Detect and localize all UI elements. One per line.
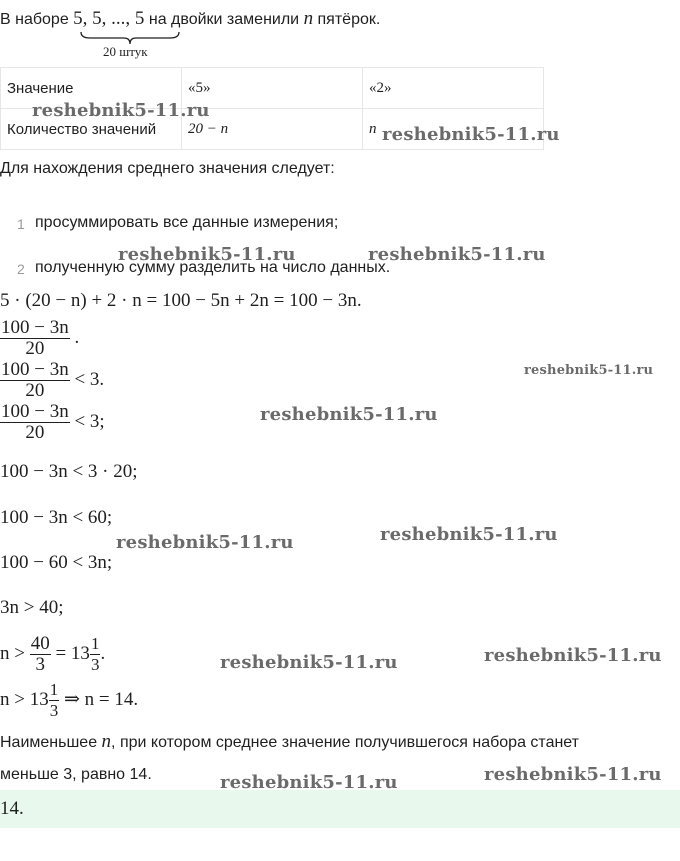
math-line-8 (0, 634, 105, 675)
watermark: reshebnik5-11.ru (32, 100, 210, 121)
frac-den: 20 (25, 338, 45, 359)
conclusion-line-1 (0, 731, 579, 753)
watermark: reshebnik5-11.ru (116, 532, 294, 553)
frac-num: 100 − 3n (1, 401, 69, 422)
math-line-6: 100 − 60 < 3n; (0, 552, 113, 573)
underbrace-icon (80, 31, 180, 45)
frac-num: 1 (90, 634, 100, 653)
table-cell: Количество значений (1, 109, 182, 150)
text: , при котором среднее значение получившегося набора станет (111, 734, 579, 751)
table-cell: Значение (1, 68, 182, 109)
intro-set: 5, 5, ..., 5 (73, 8, 145, 29)
text: ⇒ n = 14. (63, 688, 139, 710)
step-text: просуммировать все данные измерения; (35, 214, 339, 231)
intro-prefix: В наборе (0, 11, 69, 28)
text: . (100, 642, 106, 664)
watermark: reshebnik5-11.ru (118, 244, 296, 265)
sum-line: 5 · (20 − n) + 2 · n = 100 − 5n + 2n = 100 − 3n. (0, 290, 362, 311)
watermark: reshebnik5-11.ru (524, 363, 654, 378)
conclusion-line-2: меньше 3, равно 14. (0, 766, 152, 783)
frac-num: 40 (30, 633, 50, 654)
intro-line (0, 8, 380, 30)
text: = 13 (55, 642, 90, 664)
answer-value: 14. (0, 798, 24, 819)
fraction-line-2 (0, 360, 104, 401)
fraction-line-3 (0, 402, 105, 443)
frac-den: 20 (25, 422, 45, 443)
table-cell: 20 − n (182, 109, 363, 150)
watermark: reshebnik5-11.ru (220, 772, 398, 793)
answer-box (0, 790, 680, 828)
mean-text: Для нахождения среднего значения следует: (0, 160, 335, 177)
watermark: reshebnik5-11.ru (484, 764, 662, 785)
frac-num: 100 − 3n (1, 359, 69, 380)
table-cell: «2» (363, 68, 544, 109)
step-text: полученную сумму разделить на число данных. (35, 259, 391, 276)
intro-suffix2: пятёрок. (317, 11, 381, 28)
fraction-line-1 (0, 318, 79, 359)
watermark: reshebnik5-11.ru (484, 645, 662, 666)
text: Наименьшее (0, 734, 98, 751)
watermark: reshebnik5-11.ru (380, 524, 558, 545)
frac-den: 20 (25, 380, 45, 401)
frac-num: 100 − 3n (1, 317, 69, 338)
step-number: 1 (17, 216, 25, 232)
text: n > (0, 642, 25, 664)
table-cell: n (363, 109, 544, 150)
step-number: 2 (17, 261, 25, 277)
table-cell: «5» (182, 68, 363, 109)
frac-den: 3 (35, 654, 45, 675)
watermark: reshebnik5-11.ru (368, 244, 546, 265)
intro-suffix: на двойки заменили (148, 11, 300, 28)
watermark: reshebnik5-11.ru (382, 124, 560, 145)
text: n (101, 731, 112, 752)
intro-var-n: n (303, 8, 314, 29)
frac-tail: . (74, 326, 80, 348)
frac-tail: < 3; (74, 410, 105, 432)
frac-den: 3 (90, 655, 100, 674)
text: n > 13 (0, 688, 49, 710)
math-line-9 (0, 680, 138, 721)
frac-den: 3 (49, 701, 59, 720)
brace-label: 20 штук (103, 44, 148, 59)
frac-num: 1 (49, 680, 59, 699)
math-line-4: 100 − 3n < 3 · 20; (0, 461, 138, 482)
frac-tail: < 3. (74, 368, 105, 390)
math-line-7: 3n > 40; (0, 597, 64, 618)
watermark: reshebnik5-11.ru (260, 404, 438, 425)
math-line-5: 100 − 3n < 60; (0, 507, 113, 528)
watermark: reshebnik5-11.ru (220, 652, 398, 673)
